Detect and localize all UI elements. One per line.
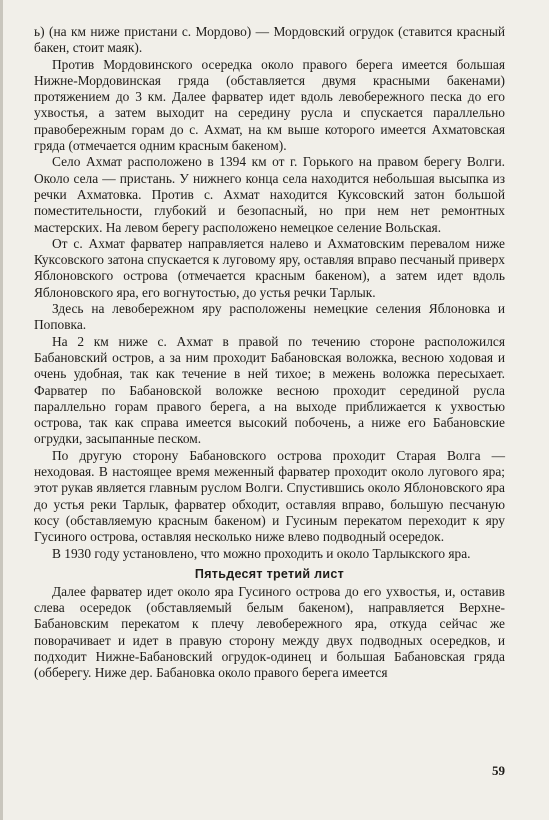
paragraph: Село Ахмат расположено в 1394 км от г. Горького на правом берегу Волги. Около села — пристань. У нижнего конца села находится небольшая высыпка из речки Ахматовка. Против с. Ахмат находится Куксовский затон большой поместительности, глубокий и безопасный, но при нем нет ремонтных мастерских. На левом берегу расположено немецкое селение Вольская. xyxy=(34,154,505,235)
paragraph: Далее фарватер идет около яра Гусиного острова до его ухвостья, и, оставив слева осередок (обставляемый белым бакеном), направляется Верхне-Бабановским перекатом к плечу левобережного яра, откуда сейчас же поворачивает и идет в правую сторону между двух подводных осередков, и подходит Нижне-Бабановский огрудок-одинец и большая Бабановская гряда (обберегу. Ниже дер. Бабановка около правого берега имеется xyxy=(34,583,505,681)
paragraph: От с. Ахмат фарватер направляется налево и Ахматовским перевалом ниже Куксовского затона спускается к луговому яру, оставляя вправо песчаный приверх Яблоновского острова (отмечается красным бакеном), а затем идет вдоль Яблоновского яра, его вогнутостью, до устья речки Тарлык. xyxy=(34,235,505,300)
page-number: 59 xyxy=(492,763,505,778)
section-heading: Пятьдесят третий лист xyxy=(194,566,345,581)
paragraph: На 2 км ниже с. Ахмат в правой по течению стороне расположился Бабановский остров, а за ним проходит Бабановская воложка, весною ходовая и очень удобная, так как течение в ней тихое; в межень воложка пересыхает. Фарватер по Бабановской воложке весною проходит серединой русла параллельно горам правого берега, а на выходе приближается к ухвостью острова, так как справа имеется высокий побочень, а ниже его Бабановские огрудки, засыпанные песком. xyxy=(34,333,505,447)
body-text-part2 xyxy=(34,584,505,682)
paragraph: Против Мордовинского осередка около правого берега имеется большая Нижне-Мордовинская гряда (обставляется двумя красными бакенами) протяжением до 3 км. Далее фарватер идет вдоль левобережного песка до его ухвостья, а затем выходит на середину русла и спускается параллельно правобережным горам до с. Ахмат, на км выше которого имеется Ахматовская гряда (отмечается одним красным бакеном). xyxy=(34,56,505,154)
scan-edge-shadow xyxy=(0,0,3,820)
paragraph: В 1930 году установлено, что можно проходить и около Тарлыкского яра. xyxy=(52,545,471,561)
paragraph: По другую сторону Бабановского острова проходит Старая Волга — неходовая. В настоящее время меженный фарватер проходит около лугового яра; этот рукав является главным руслом Волги. Спустившись около Яблоновского яра до устья реки Тарлык, фарватер обходит, оставляя вправо, большую песчаную косу (обставляемую красным бакеном) и Гусиным перекатом переходит к яру Гусиного острова, оставляя несколько ниже влево подводный осередок. xyxy=(34,447,505,545)
paragraph: ь) (на км ниже пристани с. Мордово) — Мордовский огрудок (ставится красный бакен, стоит маяк). xyxy=(34,24,505,56)
paragraph: Здесь на левобережном яру расположены немецкие селения Яблоновка и Поповка. xyxy=(34,301,505,333)
body-text-part1 xyxy=(34,24,505,562)
